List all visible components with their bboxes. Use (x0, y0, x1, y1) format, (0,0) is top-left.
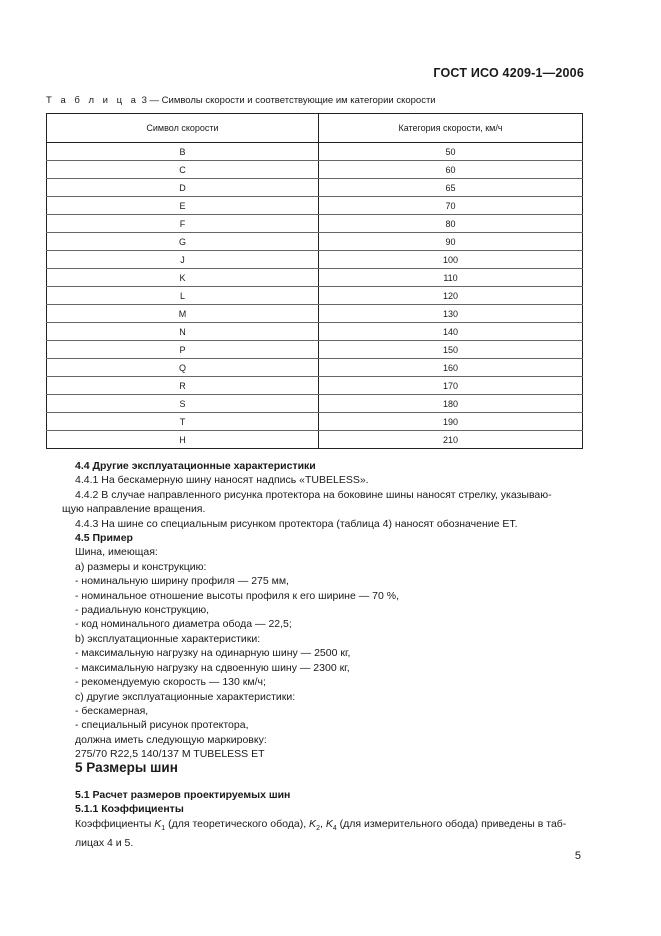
table-row (47, 215, 583, 233)
speed-symbol-table (46, 113, 583, 449)
cell-speed: 70 (319, 197, 583, 215)
cell-symbol: L (47, 287, 319, 305)
cell-symbol: B (47, 143, 319, 161)
cell-symbol: F (47, 215, 319, 233)
cell-speed: 130 (319, 305, 583, 323)
example-line: а) размеры и конструкцию: (75, 560, 207, 573)
table-row (47, 377, 583, 395)
table-row (47, 395, 583, 413)
cell-speed: 190 (319, 413, 583, 431)
example-line: - код номинального диаметра обода — 22,5; (75, 618, 292, 631)
cell-speed: 180 (319, 395, 583, 413)
example-line: c) другие эксплуатационные характеристики: (75, 690, 296, 703)
cell-symbol: S (47, 395, 319, 413)
para-4-4-2a: 4.4.2 В случае направленного рисунка протектора на боковине шины наносят стрелку, указываю- (75, 488, 552, 501)
cell-symbol: Q (47, 359, 319, 377)
table-row (47, 269, 583, 287)
cell-symbol: G (47, 233, 319, 251)
section-5-1 (75, 788, 583, 851)
cell-symbol: P (47, 341, 319, 359)
cell-symbol: H (47, 431, 319, 449)
cell-symbol: C (47, 161, 319, 179)
table-caption (46, 95, 436, 106)
cell-speed: 50 (319, 143, 583, 161)
cell-symbol: E (47, 197, 319, 215)
cell-speed: 170 (319, 377, 583, 395)
example-line: - максимальную нагрузку на одинарную шину — 2500 кг, (75, 647, 351, 660)
section-4-4 (62, 459, 583, 762)
cell-speed: 65 (319, 179, 583, 197)
example-line: - радиальную конструкцию, (75, 604, 210, 617)
cell-symbol: N (47, 323, 319, 341)
cell-speed: 140 (319, 323, 583, 341)
example-line: - номинальную ширину профиля — 275 мм, (75, 575, 289, 588)
example-line: - максимальную нагрузку на сдвоенную шину — 2300 кг, (75, 661, 350, 674)
table-caption-text: 3 — Символы скорости и соответствующие им категории скорости (141, 95, 436, 106)
table-row (47, 197, 583, 215)
table-row (47, 413, 583, 431)
cell-speed: 120 (319, 287, 583, 305)
example-line: b) эксплуатационные характеристики: (75, 632, 261, 645)
table-row (47, 251, 583, 269)
table-caption-prefix: Т а б л и ц а (46, 95, 139, 106)
cell-symbol: J (47, 251, 319, 269)
table-row (47, 179, 583, 197)
example-lines (62, 545, 583, 761)
table-row (47, 305, 583, 323)
section-5-heading: 5 Размеры шин (75, 760, 178, 775)
table-row (47, 143, 583, 161)
example-line: - номинальное отношение высоты профиля к его ширине — 70 %, (75, 589, 400, 602)
cell-symbol: K (47, 269, 319, 287)
page-number: 5 (574, 850, 581, 862)
table-row (47, 341, 583, 359)
table-row (47, 323, 583, 341)
cell-speed: 150 (319, 341, 583, 359)
section-4-4-heading: 4.4 Другие эксплуатационные характеристики (75, 460, 316, 472)
table-row (47, 161, 583, 179)
cell-speed: 110 (319, 269, 583, 287)
cell-speed: 160 (319, 359, 583, 377)
cell-speed: 100 (319, 251, 583, 269)
cell-symbol: M (47, 305, 319, 323)
example-line: - рекомендуемую скорость — 130 км/ч; (75, 676, 266, 689)
cell-speed: 80 (319, 215, 583, 233)
table-row (47, 359, 583, 377)
para-4-4-1: 4.4.1 На бескамерную шину наносят надпись «TUBELESS». (75, 474, 369, 487)
table-row (47, 233, 583, 251)
cell-symbol: D (47, 179, 319, 197)
document-id-header: ГОСТ ИСО 4209-1—2006 (433, 66, 584, 80)
example-line: должна иметь следующую маркировку: (75, 733, 267, 746)
table-row (47, 431, 583, 449)
cell-speed: 210 (319, 431, 583, 449)
example-line: Шина, имеющая: (75, 546, 158, 559)
example-line: 275/70 R22,5 140/137 M TUBELESS ET (75, 748, 265, 761)
section-4-5-heading: 4.5 Пример (75, 532, 133, 545)
para-4-4-2b: щую направление вращения. (62, 503, 206, 516)
speed-table-body (47, 143, 583, 449)
coefficients-paragraph: Коэффициенты $K_1$ (для теоретического обода), $K_2$, $K_4$ (для измерительного обода) приведены в таб- (75, 817, 567, 832)
cell-symbol: R (47, 377, 319, 395)
example-line: - специальный рисунок протектора, (75, 719, 249, 732)
col-header-speed: Категория скорости, км/ч (319, 114, 583, 143)
section-5-1-heading: 5.1 Расчет размеров проектируемых шин (75, 789, 291, 801)
cell-speed: 90 (319, 233, 583, 251)
section-5-1-1-heading: 5.1.1 Коэффициенты (75, 803, 184, 816)
cell-symbol: T (47, 413, 319, 431)
cell-speed: 60 (319, 161, 583, 179)
table-row (47, 287, 583, 305)
coefficients-paragraph-end: лицах 4 и 5. (75, 837, 134, 850)
col-header-symbol: Символ скорости (47, 114, 319, 143)
example-line: - бескамерная, (75, 704, 149, 717)
para-4-4-3: 4.4.3 На шине со специальным рисунком протектора (таблица 4) наносят обозначение ET. (75, 517, 518, 530)
